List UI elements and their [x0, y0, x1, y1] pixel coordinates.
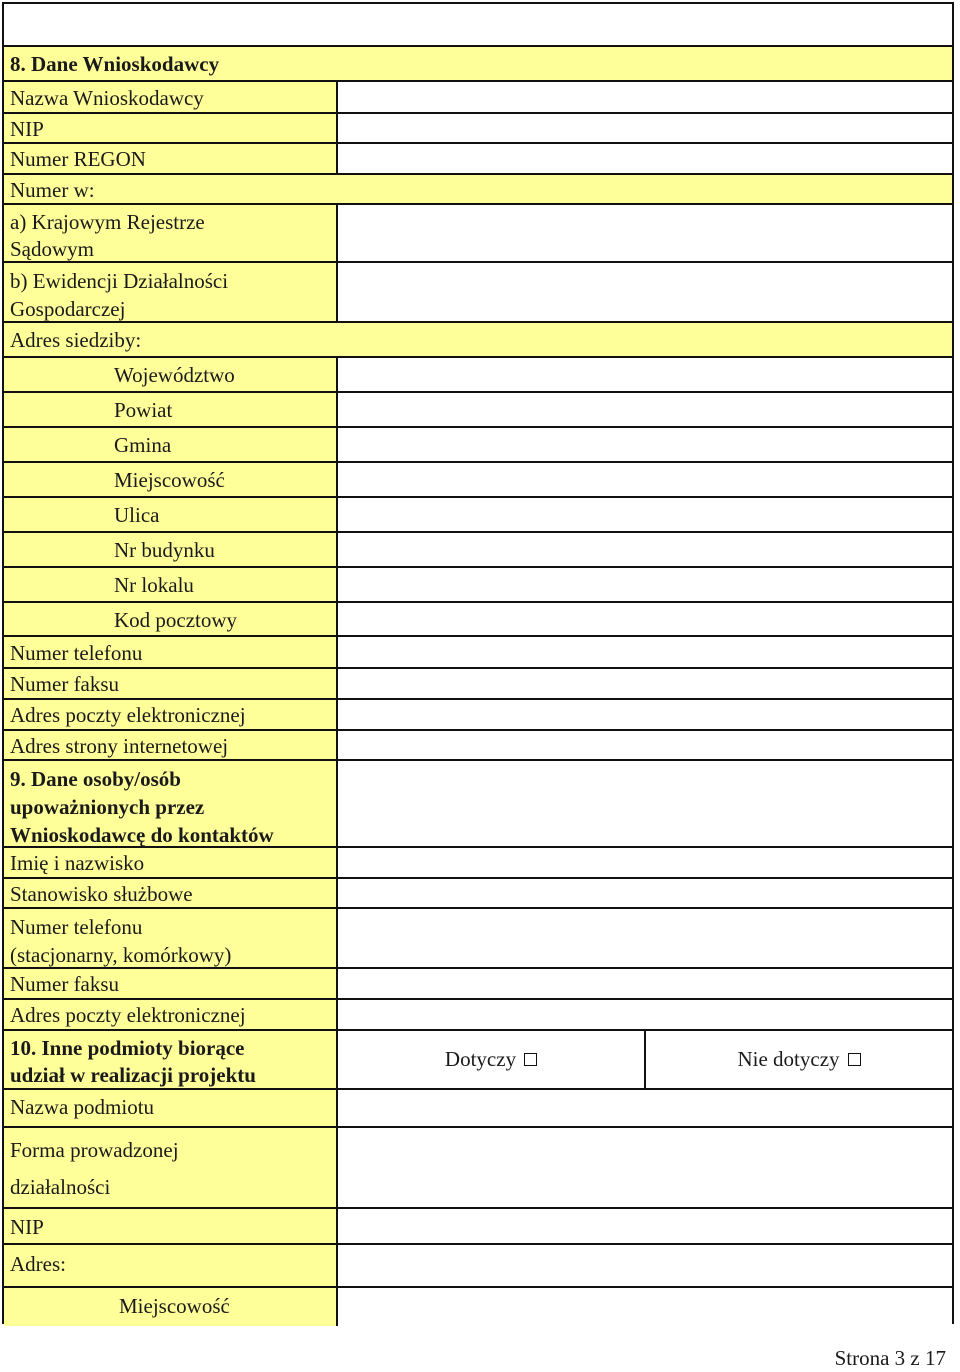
section-9-heading-line3: Wnioskodawcę do kontaktów — [10, 823, 274, 847]
row-voivodeship — [4, 358, 952, 393]
label-contact-position: Stanowisko służbowe — [4, 879, 338, 907]
row-county — [4, 393, 952, 428]
row-contact-fax — [4, 969, 952, 1000]
label-contact-email: Adres poczty elektronicznej — [4, 1000, 338, 1029]
row-regon — [4, 144, 952, 175]
application-form-table — [2, 2, 954, 1324]
label-entity-locality: Miejscowość — [4, 1288, 338, 1326]
row-website — [4, 731, 952, 761]
label-contact-phone-line2: (stacjonarny, komórkowy) — [10, 943, 232, 967]
row-locality — [4, 463, 952, 498]
row-street — [4, 498, 952, 533]
label-krs-line1: a) Krajowym Rejestrze — [10, 210, 205, 234]
field-postal-code[interactable] — [338, 603, 952, 635]
page-number: Strona 3 z 17 — [834, 1346, 946, 1370]
field-county[interactable] — [338, 393, 952, 426]
field-email[interactable] — [338, 700, 952, 729]
section-8-heading: 8. Dane Wnioskodawcy — [4, 47, 952, 80]
label-contact-phone-line1: Numer telefonu — [10, 915, 143, 939]
field-building[interactable] — [338, 533, 952, 566]
row-business-form — [4, 1128, 952, 1209]
label-nip: NIP — [4, 114, 338, 142]
row-entity-name — [4, 1090, 952, 1128]
field-business-form[interactable] — [338, 1128, 952, 1207]
row-contact-name — [4, 848, 952, 879]
label-county: Powiat — [4, 393, 338, 426]
section-9-heading-line1: 9. Dane osoby/osób — [10, 767, 181, 791]
row-entity-address — [4, 1245, 952, 1288]
label-krs-line2: Sądowym — [10, 237, 94, 261]
label-website: Adres strony internetowej — [4, 731, 338, 759]
row-applicant-name — [4, 82, 952, 114]
label-locality: Miejscowość — [4, 463, 338, 496]
label-email: Adres poczty elektronicznej — [4, 700, 338, 729]
row-email — [4, 700, 952, 731]
row-commune — [4, 428, 952, 463]
checkbox-icon[interactable] — [848, 1053, 861, 1066]
field-regon[interactable] — [338, 144, 952, 173]
row-building — [4, 533, 952, 568]
field-commune[interactable] — [338, 428, 952, 461]
row-contact-email — [4, 1000, 952, 1031]
field-voivodeship[interactable] — [338, 358, 952, 391]
field-krs[interactable] — [338, 205, 952, 261]
checkbox-icon[interactable] — [524, 1053, 537, 1066]
field-applicant-name[interactable] — [338, 82, 952, 112]
field-entity-name[interactable] — [338, 1090, 952, 1126]
label-contact-name: Imię i nazwisko — [4, 848, 338, 877]
applicability-choice — [338, 1031, 952, 1088]
label-business-form-line2: działalności — [10, 1175, 111, 1199]
label-apartment: Nr lokalu — [4, 568, 338, 601]
label-address-header: Adres siedziby: — [4, 323, 952, 356]
row-fax — [4, 669, 952, 700]
row-apartment — [4, 568, 952, 603]
field-website[interactable] — [338, 731, 952, 759]
option-not-applies[interactable] — [646, 1031, 952, 1088]
label-business-form — [4, 1128, 338, 1207]
row-krs — [4, 205, 952, 263]
field-contact-phone[interactable] — [338, 909, 952, 967]
form-rows — [4, 47, 952, 1326]
row-number-in — [4, 175, 952, 205]
row-phone — [4, 637, 952, 669]
field-contact-position[interactable] — [338, 879, 952, 907]
section-9-heading — [4, 761, 338, 846]
label-commune: Gmina — [4, 428, 338, 461]
label-applicant-name: Nazwa Wnioskodawcy — [4, 82, 338, 112]
label-edg — [4, 263, 338, 321]
row-postal-code — [4, 603, 952, 637]
row-address-header — [4, 323, 952, 358]
field-edg[interactable] — [338, 263, 952, 321]
label-edg-line1: b) Ewidencji Działalności — [10, 269, 229, 293]
field-locality[interactable] — [338, 463, 952, 496]
section-9-header-row — [4, 761, 952, 848]
label-building: Nr budynku — [4, 533, 338, 566]
field-apartment[interactable] — [338, 568, 952, 601]
section-9-blank — [338, 761, 952, 846]
label-business-form-line1: Forma prowadzonej — [10, 1138, 179, 1162]
section-10-heading — [4, 1031, 338, 1088]
label-contact-fax: Numer faksu — [4, 969, 338, 998]
label-street: Ulica — [4, 498, 338, 531]
label-krs — [4, 205, 338, 261]
label-number-in: Numer w: — [4, 175, 952, 203]
blank-header-field[interactable] — [4, 4, 952, 47]
field-fax[interactable] — [338, 669, 952, 698]
row-contact-phone — [4, 909, 952, 969]
option-not-applies-label: Nie dotyczy — [737, 1047, 840, 1071]
field-contact-name[interactable] — [338, 848, 952, 877]
label-entity-nip: NIP — [4, 1209, 338, 1243]
field-phone[interactable] — [338, 637, 952, 667]
label-entity-address: Adres: — [4, 1245, 338, 1286]
label-contact-phone — [4, 909, 338, 967]
row-edg — [4, 263, 952, 323]
row-entity-nip — [4, 1209, 952, 1245]
row-nip — [4, 114, 952, 144]
field-entity-address[interactable] — [338, 1245, 952, 1286]
field-entity-nip[interactable] — [338, 1209, 952, 1243]
row-contact-position — [4, 879, 952, 909]
section-8-header-row — [4, 47, 952, 82]
label-postal-code: Kod pocztowy — [4, 603, 338, 635]
label-regon: Numer REGON — [4, 144, 338, 173]
row-entity-locality — [4, 1288, 952, 1326]
label-entity-name: Nazwa podmiotu — [4, 1090, 338, 1126]
field-nip[interactable] — [338, 114, 952, 142]
label-edg-line2: Gospodarczej — [10, 297, 126, 321]
section-10-heading-line1: 10. Inne podmioty biorące — [10, 1036, 245, 1060]
label-fax: Numer faksu — [4, 669, 338, 698]
field-entity-locality[interactable] — [338, 1288, 952, 1326]
section-10-header-row — [4, 1031, 952, 1090]
label-phone: Numer telefonu — [4, 637, 338, 667]
field-street[interactable] — [338, 498, 952, 531]
field-contact-fax[interactable] — [338, 969, 952, 998]
field-contact-email[interactable] — [338, 1000, 952, 1029]
section-9-heading-line2: upoważnionych przez — [10, 795, 205, 819]
option-applies[interactable] — [338, 1031, 646, 1088]
label-voivodeship: Województwo — [4, 358, 338, 391]
option-applies-label: Dotyczy — [444, 1047, 517, 1071]
section-10-heading-line2: udział w realizacji projektu — [10, 1063, 256, 1087]
